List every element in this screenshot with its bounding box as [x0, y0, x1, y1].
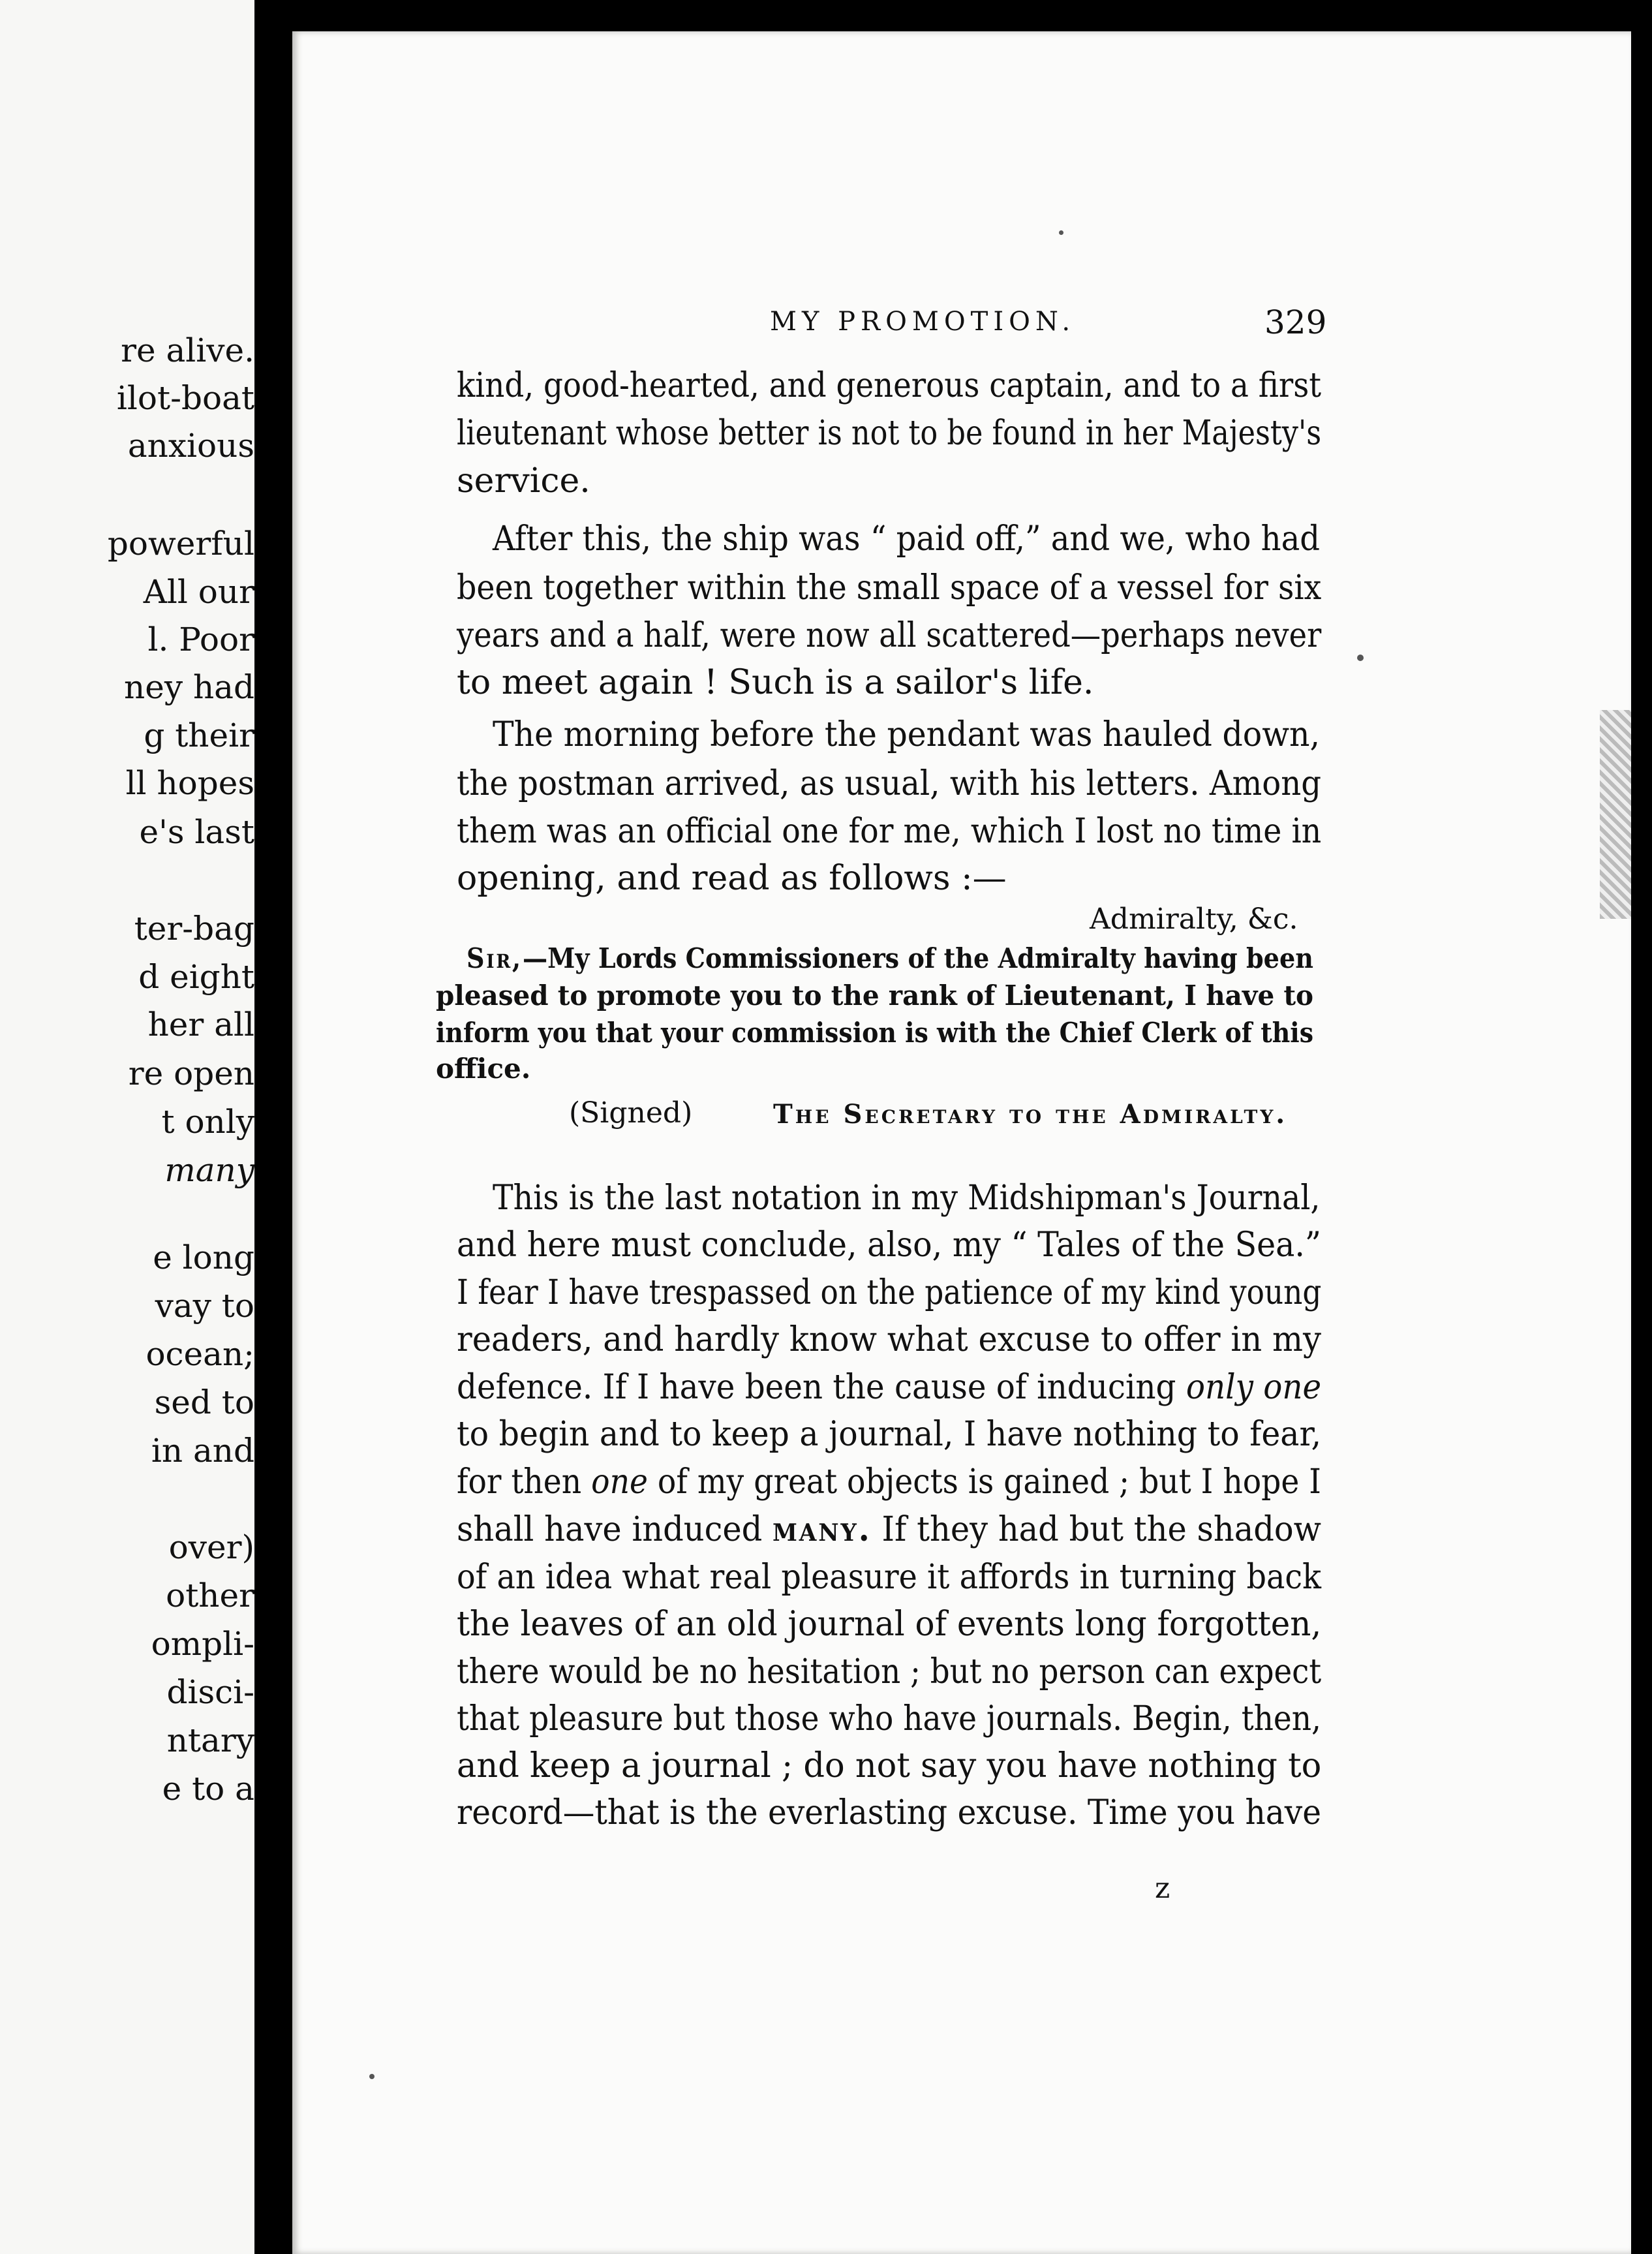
left-page-line: disci-: [166, 1673, 254, 1711]
left-page-line: sed to: [154, 1383, 254, 1421]
left-page-line: l. Poor: [147, 621, 254, 658]
body-line: opening, and read as follows :—: [457, 859, 1007, 898]
body-line: the leaves of an old journal of events long forgotten,: [457, 1605, 1322, 1644]
body-line: them was an official one for me, which I lost no time in: [457, 812, 1322, 851]
left-page-line: re open: [128, 1055, 254, 1092]
letter-line: office.: [436, 1053, 531, 1085]
left-page-line: ter-bag: [134, 910, 254, 948]
left-page-line: ntary: [166, 1721, 254, 1759]
body-text: for then: [457, 1462, 592, 1502]
left-page-line: g their: [144, 717, 254, 754]
running-head: MY PROMOTION.: [770, 307, 1076, 337]
left-page-line: e long: [153, 1239, 254, 1276]
left-page-line: other: [166, 1577, 254, 1614]
letter-signed-label: (Signed): [569, 1096, 693, 1130]
left-page-line: over): [168, 1528, 254, 1566]
body-line: After this, the ship was “ paid off,” and we, who had: [493, 519, 1320, 559]
body-line: service.: [457, 461, 590, 501]
left-page-line: in and: [151, 1432, 254, 1470]
paper-speck: [1357, 655, 1364, 661]
letter-line: pleased to promote you to the rank of Lieutenant, I have to: [436, 980, 1314, 1011]
paper-damage-mark: [1600, 710, 1631, 919]
letter-line: inform you that your commission is with the Chief Clerk of this: [436, 1017, 1314, 1049]
left-page-line: anxious: [127, 427, 254, 465]
body-line: and here must conclude, also, my “ Tales of the Sea.”: [457, 1226, 1321, 1265]
left-page-line: d eight: [138, 958, 254, 996]
left-page-line: ocean;: [145, 1335, 254, 1373]
left-page-line: All our: [143, 573, 254, 611]
left-page-line: her all: [147, 1006, 254, 1043]
body-text: of my great objects is gained ; but I hope I: [647, 1462, 1321, 1502]
body-line: of an idea what real pleasure it affords in turning back: [457, 1558, 1321, 1597]
letter-signatory: The Secretary to the Admiralty.: [773, 1099, 1288, 1130]
left-page-line: ney had: [124, 668, 254, 706]
body-line: [457, 1368, 1322, 1407]
printer-signature-mark: z: [1155, 1872, 1170, 1905]
body-line: to meet again ! Such is a sailor's life.: [457, 663, 1094, 702]
letter-line: [467, 942, 1313, 974]
left-page-line: e's last: [139, 813, 254, 851]
book-gutter: [254, 0, 294, 2254]
left-page-line: ompli-: [151, 1625, 254, 1663]
body-line: This is the last notation in my Midshipman's Journal,: [493, 1179, 1321, 1218]
body-line: readers, and hardly know what excuse to offer in my: [457, 1320, 1321, 1359]
left-page-line: t only: [161, 1103, 254, 1141]
left-page-line: e to a: [162, 1770, 254, 1808]
body-text: If they had but the shadow: [871, 1510, 1322, 1549]
body-text: shall have induced: [457, 1510, 773, 1549]
body-line: that pleasure but those who have journals. Begin, then,: [457, 1699, 1321, 1738]
paper-speck: [1059, 230, 1063, 235]
letter-dateline: Admiralty, &c.: [1090, 903, 1298, 936]
emphasis-text: only one: [1185, 1368, 1322, 1407]
body-line: the postman arrived, as usual, with his letters. Among: [457, 764, 1322, 803]
emphasis-text: one: [591, 1462, 648, 1502]
body-line: The morning before the pendant was hauled down,: [493, 715, 1321, 754]
body-line: to begin and to keep a journal, I have nothing to fear,: [457, 1415, 1322, 1454]
left-page-line: ll hopes: [125, 764, 254, 802]
page-number: 329: [1264, 303, 1327, 341]
left-page-line: powerful: [107, 525, 254, 563]
left-page-line: vay to: [155, 1287, 254, 1325]
body-line: [457, 1462, 1321, 1502]
right-page: [292, 31, 1631, 2254]
left-page-line: many: [164, 1151, 254, 1189]
body-line: there would be no hesitation ; but no person can expect: [457, 1652, 1322, 1691]
letter-line-text: —My Lords Commissioners of the Admiralty having been: [522, 942, 1313, 974]
letter-salutation: Sir,: [467, 942, 523, 974]
body-line: I fear I have trespassed on the patience of my kind young: [457, 1273, 1322, 1312]
body-line: lieutenant whose better is not to be found in her Majesty's: [457, 414, 1322, 453]
body-line: kind, good-hearted, and generous captain, and to a first: [457, 366, 1321, 405]
body-line: [457, 1509, 1322, 1549]
body-text: defence. If I have been the cause of inducing: [457, 1368, 1186, 1407]
body-line: been together within the small space of a vessel for six: [457, 568, 1322, 608]
body-line: record—that is the everlasting excuse. Time you have: [457, 1793, 1321, 1832]
left-page-fragment: [0, 0, 254, 2254]
body-line: and keep a journal ; do not say you have nothing to: [457, 1746, 1322, 1785]
left-page-line: ilot-boat: [116, 379, 254, 417]
left-page-line: re alive.: [121, 332, 254, 369]
body-line: years and a half, were now all scattered—perhaps never: [457, 616, 1322, 655]
small-caps-text: many.: [772, 1509, 872, 1549]
paper-speck: [369, 2074, 375, 2079]
